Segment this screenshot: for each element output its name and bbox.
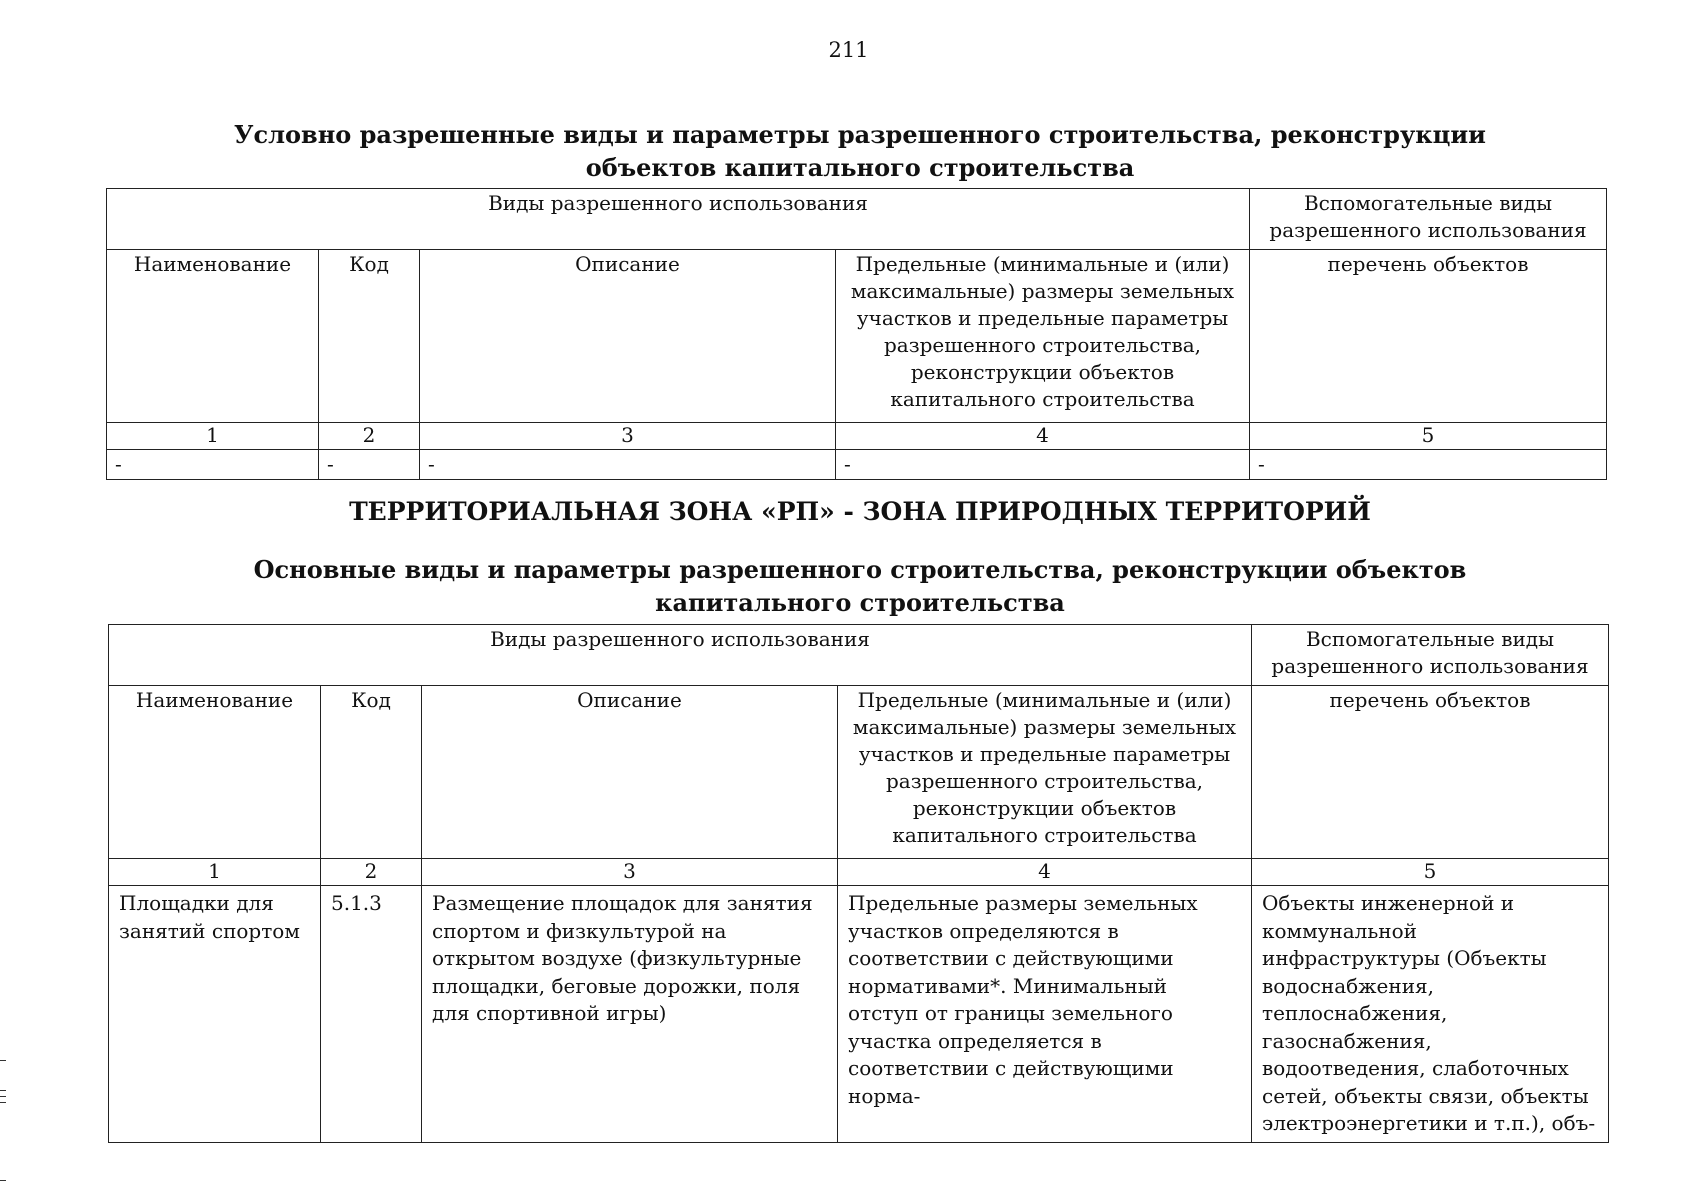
col-header-description: Описание <box>422 686 838 859</box>
col-number: 3 <box>420 423 836 450</box>
col-number: 3 <box>422 859 838 886</box>
section1-title: Условно разрешенные виды и параметры разрешенного строительства, реконструкции объектов капитального строительства <box>234 120 1486 182</box>
col-number: 4 <box>838 859 1252 886</box>
aux-header: Вспомогательные виды разрешенного использования <box>1252 625 1609 686</box>
table-cell: - <box>1250 450 1607 480</box>
col-header-parameters: Предельные (минимальные и (или) максимальные) размеры земельных участков и предельные параметры разрешенного строительства, реконструкции объектов капитального строительства <box>836 250 1250 423</box>
use-code-cell: 5.1.3 <box>321 886 422 1143</box>
table-cell: - <box>836 450 1250 480</box>
col-header-objects: перечень объектов <box>1252 686 1609 859</box>
margin-mark <box>0 1180 6 1181</box>
col-header-parameters: Предельные (минимальные и (или) максимальные) размеры земельных участков и предельные параметры разрешенного строительства, реконструкции объектов капитального строительства <box>838 686 1252 859</box>
margin-mark <box>0 1096 6 1097</box>
table-cell: - <box>107 450 319 480</box>
group-header: Виды разрешенного использования <box>107 189 1250 250</box>
aux-header: Вспомогательные виды разрешенного использования <box>1250 189 1607 250</box>
col-number: 1 <box>109 859 321 886</box>
col-number: 4 <box>836 423 1250 450</box>
col-header-code: Код <box>321 686 422 859</box>
col-number: 5 <box>1252 859 1609 886</box>
margin-mark <box>0 1102 6 1103</box>
col-number: 5 <box>1250 423 1607 450</box>
col-number: 2 <box>321 859 422 886</box>
table-cell: - <box>420 450 836 480</box>
col-header-description: Описание <box>420 250 836 423</box>
col-header-objects: перечень объектов <box>1250 250 1607 423</box>
page-number: 211 <box>828 38 869 62</box>
col-number: 1 <box>107 423 319 450</box>
margin-mark <box>0 1090 6 1091</box>
main-uses-table <box>108 624 1609 1143</box>
table-row <box>107 450 1607 480</box>
use-name-cell: Площадки для занятий спортом <box>109 886 321 1143</box>
col-header-name: Наименование <box>107 250 319 423</box>
aux-objects-cell: Объекты инженерной и коммунальной инфраструктуры (Объекты водоснабжения, теплоснабжения, газоснабжения, водоотведения, слаботочных сетей, объекты связи, объекты электроэнергетики и т.п.), объ- <box>1252 886 1609 1143</box>
table-row <box>109 886 1609 1143</box>
group-header: Виды разрешенного использования <box>109 625 1252 686</box>
margin-mark <box>0 1060 6 1061</box>
conditional-uses-table <box>106 188 1607 480</box>
section2-title: Основные виды и параметры разрешенного строительства, реконструкции объектов капитального строительства <box>253 555 1467 617</box>
col-number: 2 <box>319 423 420 450</box>
col-header-name: Наименование <box>109 686 321 859</box>
col-header-code: Код <box>319 250 420 423</box>
use-description-cell: Размещение площадок для занятия спортом и физкультурой на открытом воздухе (физкультурные площадки, беговые дорожки, поля для спортивной игры) <box>422 886 838 1143</box>
zone-title: ТЕРРИТОРИАЛЬНАЯ ЗОНА «РП» - ЗОНА ПРИРОДНЫХ ТЕРРИТОРИЙ <box>349 497 1371 526</box>
table-cell: - <box>319 450 420 480</box>
use-parameters-cell: Предельные размеры земельных участков определяются в соответствии с действующими нормативами*. Минимальный отступ от границы земельного участка определяется в соответствии с действующими норма- <box>838 886 1252 1143</box>
